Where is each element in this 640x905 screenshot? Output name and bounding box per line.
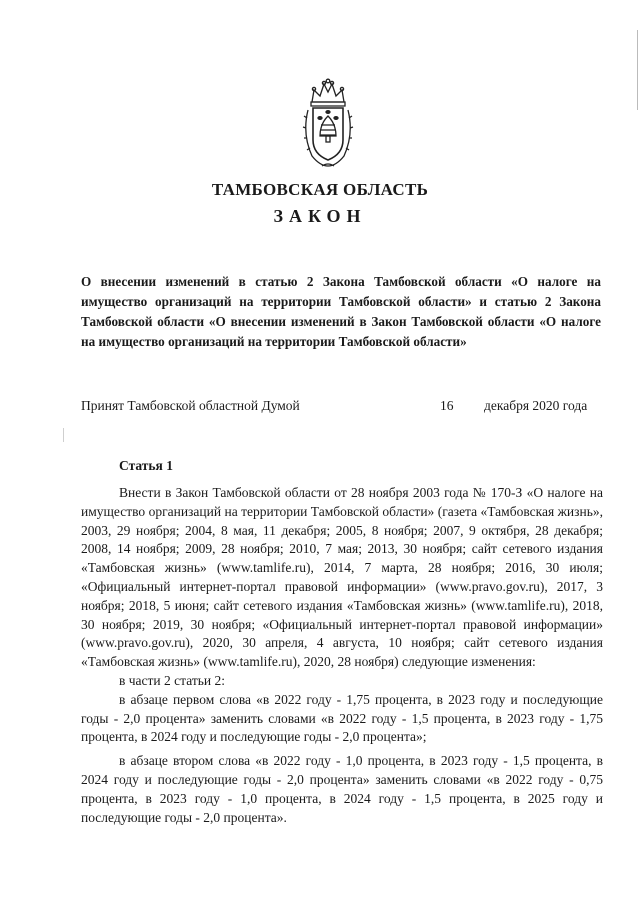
adopted-by: Принят Тамбовской областной Думой [81, 398, 300, 413]
paragraph: в абзаце втором слова «в 2022 году - 1,0 процента, в 2023 году - 1,5 процента, в 2024 году и последующие годы - 2,0 процента» заменить словами «в 2022 году - 0,75 процента, в 2023 году - 1,0 процента, в 2024 году - 1,5 процента, в 2025 году и последующие годы - 2,0 процента». [81, 753, 603, 825]
paragraph: в абзаце первом слова «в 2022 году - 1,75 процента, в 2023 году и последующие годы - 2,0 процента» заменить словами «в 2022 году - 1,5 процента, в 2023 году - 1,75 процента, в 2024 году и последующие годы - 2,0 процента»; [81, 691, 603, 745]
paragraph: в части 2 статьи 2: [119, 672, 226, 688]
adoption-day: 16 [440, 398, 454, 413]
law-title: ЗАКОН [273, 206, 367, 226]
article-body [81, 484, 603, 827]
paragraph: Внести в Закон Тамбовской области от 28 ноября 2003 года № 170-З «О налоге на имущество организаций на территории Тамбовской области» (газета «Тамбовская жизнь», 2003, 29 ноября; 2004, 8 мая, 11 декабря; 2005, 8 ноября; 2007, 9 октября, 28 декабря; 2008, 14 ноября; 2009, 28 ноября; 2010, 7 мая; 2013, 30 ноября; сайт сетевого издания «Тамбовская жизнь» (www.tamlife.ru), 2014, 7 марта, 28 ноября; 2016, 30 июля; «Официальный интернет-портал правовой информации» (www.pravo.gov.ru), 2017, 3 ноября; 2018, 5 июня; сайт сетевого издания «Тамбовская жизнь» (www.tamlife.ru), 2018, 30 ноября; 2019, 30 ноября; «Официальный интернет-портал правовой информации» (www.pravo.gov.ru), 2020, 30 апреля, 4 августа, 10 ноября; сайт сетевого издания «Тамбовская жизнь» (www.tamlife.ru), 2020, 28 ноября) следующие изменения: [81, 485, 603, 670]
scan-artifact [63, 428, 64, 442]
tambov-coat-of-arms-icon [298, 78, 358, 170]
region-title: ТАМБОВСКАЯ ОБЛАСТЬ [211, 180, 429, 199]
scan-artifact [637, 30, 638, 110]
law-subject: О внесении изменений в статью 2 Закона Тамбовской области «О налоге на имущество организаций на территории Тамбовской области» и статью 2 Закона Тамбовской области «О внесении изменений в Закон Тамбовской области «О налоге на имущество организаций на территории Тамбовской области» [81, 274, 601, 349]
article-title: Статья 1 [119, 458, 173, 473]
adoption-date: декабря 2020 года [484, 398, 588, 413]
